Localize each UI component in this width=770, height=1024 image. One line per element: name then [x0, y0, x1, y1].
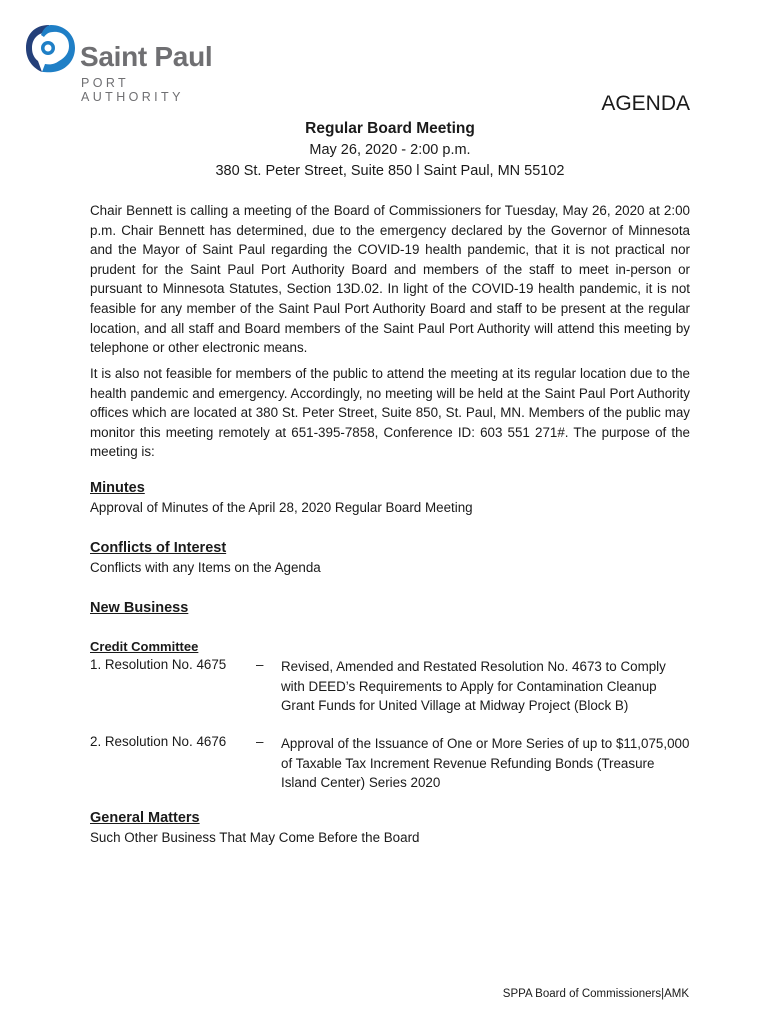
logo-subtitle: PORT AUTHORITY: [81, 76, 184, 104]
item-dash: –: [256, 734, 264, 749]
logo-name: Saint Paul: [80, 41, 213, 72]
item-dash: –: [256, 657, 264, 672]
general-matters-heading: General Matters: [90, 810, 200, 826]
agenda-heading: AGENDA: [601, 92, 690, 115]
conflicts-text: Conflicts with any Items on the Agenda: [90, 560, 321, 575]
meeting-date-time: May 26, 2020 - 2:00 p.m.: [309, 142, 471, 158]
notice-paragraph-1: Chair Bennett is calling a meeting of the Board of Commissioners for Tuesday, May 26, 2020 at 2:00 p.m. Chair Bennett has determined, due to the emergency declared by the Governor of Minnesota and the Mayor of Saint Paul regarding the COVID-19 health pandemic, that it is not practical nor prudent for the Saint Paul Port Authority Board and members of the staff to meet in-person or pursuant to Minnesota Statutes, Section 13D.02. In light of the COVID-19 health pandemic, it is not feasible for any member of the Saint Paul Port Authority Board and staff to be present at the regular location, and all staff and Board members of the Saint Paul Port Authority will attend this meeting by telephone or other electronic means.: [90, 203, 690, 356]
meeting-address: 380 St. Peter Street, Suite 850 l Saint Paul, MN 55102: [215, 163, 565, 179]
resolution-4676-description: Approval of the Issuance of One or More Series of up to $11,075,000 of Taxable Tax Increment Revenue Refunding Bonds (Treasure Island Center) Series 2020: [281, 736, 690, 790]
port-authority-logo-icon: [22, 22, 78, 78]
minutes-text: Approval of Minutes of the April 28, 2020 Regular Board Meeting: [90, 500, 473, 515]
credit-committee-subheading: Credit Committee: [90, 639, 199, 654]
notice-paragraph-2: It is also not feasible for members of the public to attend the meeting at its regular location due to the health pandemic and emergency. Accordingly, no meeting will be held at the Saint Paul Port Authority offices which are located at 380 St. Peter Street, Suite 850, St. Paul, MN. Members of the public may monitor this meeting remotely at 651-395-7858, Conference ID: 603 551 271#. The purpose of the meeting is:: [90, 366, 690, 460]
conflicts-heading: Conflicts of Interest: [90, 540, 227, 556]
new-business-heading: New Business: [90, 600, 189, 616]
resolution-4676-number: 2. Resolution No. 4676: [90, 734, 227, 749]
meeting-title: Regular Board Meeting: [305, 120, 475, 137]
saint-paul-port-authority-logo: [22, 22, 232, 104]
resolution-4675-number: 1. Resolution No. 4675: [90, 657, 227, 672]
general-matters-text: Such Other Business That May Come Before the Board: [90, 830, 420, 845]
resolution-4675-description: Revised, Amended and Restated Resolution No. 4673 to Comply with DEED’s Requirements to Apply for Contamination Cleanup Grant Funds for United Village at Midway Project (Block B): [281, 659, 666, 713]
meeting-header: [90, 118, 690, 182]
minutes-heading: Minutes: [90, 480, 145, 496]
footer-text: SPPA Board of Commissioners|AMK: [502, 988, 689, 1000]
